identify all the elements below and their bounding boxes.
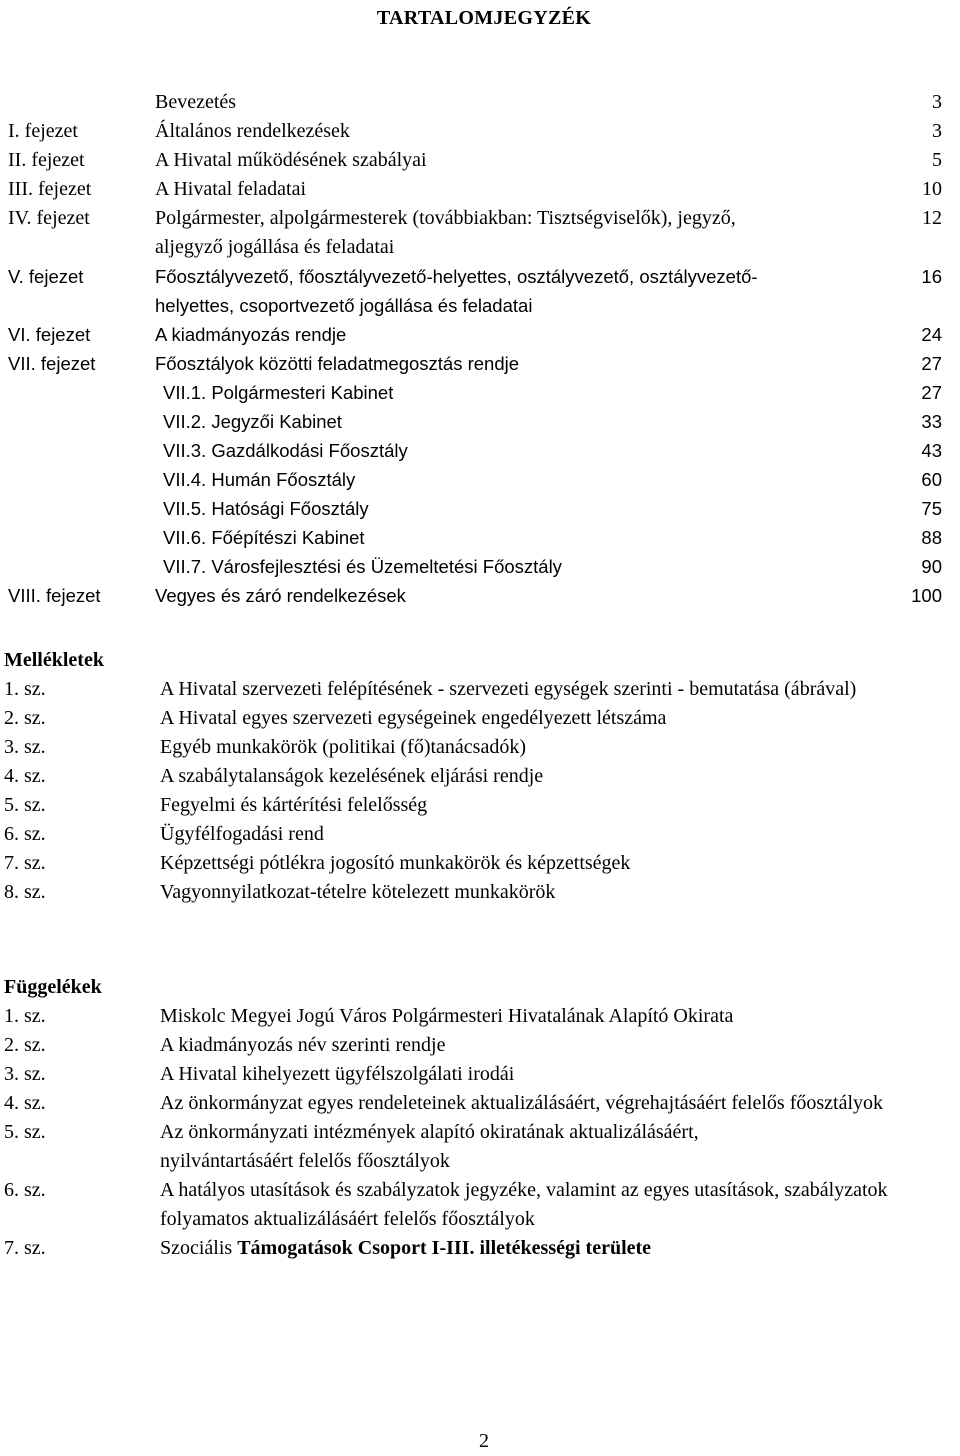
toc-chapter: VIII. fejezet (8, 585, 101, 606)
toc-page: 100 (911, 585, 942, 606)
toc-page: 3 (932, 91, 942, 113)
toc-row (0, 320, 960, 349)
item-text: A kiadmányozás név szerinti rendje (160, 1034, 446, 1056)
toc-row (0, 349, 960, 378)
toc-row (0, 175, 960, 204)
toc-row (0, 117, 960, 146)
item-number: 2. sz. (4, 1034, 46, 1056)
toc-subrow (0, 378, 960, 407)
toc-page: 88 (921, 527, 942, 548)
annexes-section (0, 646, 960, 907)
item-text: Miskolc Megyei Jogú Város Polgármesteri Hivatalának Alapító Okirata (160, 1005, 734, 1027)
item-number: 5. sz. (4, 794, 46, 816)
toc-chapter: VII. fejezet (8, 353, 96, 374)
item-text: A Hivatal egyes szervezeti egységeinek engedélyezett létszáma (160, 707, 667, 729)
item-text: Fegyelmi és kártérítési felelősség (160, 794, 428, 816)
list-item (0, 1031, 960, 1060)
toc-page: 24 (921, 324, 942, 345)
item-number: 2. sz. (4, 707, 46, 729)
list-item (0, 1089, 960, 1118)
toc-row (0, 146, 960, 175)
list-item (0, 675, 960, 704)
list-item (0, 762, 960, 791)
toc-chapter: V. fejezet (8, 266, 84, 287)
toc-title: A kiadmányozás rendje (155, 324, 347, 345)
toc-chapter: IV. fejezet (8, 207, 90, 229)
item-number: 6. sz. (4, 1179, 46, 1201)
toc-chapter: VI. fejezet (8, 324, 91, 345)
toc-page: 5 (932, 149, 942, 171)
toc-row (0, 88, 960, 117)
toc-subtitle: VII.4. Humán Főosztály (163, 469, 356, 490)
item-number: 4. sz. (4, 1092, 46, 1114)
item-text: Az önkormányzat egyes rendeleteinek aktualizálásáért, végrehajtásáért felelős főosztályok (160, 1092, 883, 1114)
item-text: Vagyonnyilatkozat-tételre kötelezett munkakörök (160, 881, 556, 903)
toc-subtitle: VII.5. Hatósági Főosztály (163, 498, 369, 519)
item-text-plain: Szociális (160, 1237, 238, 1259)
item-number: 1. sz. (4, 678, 46, 700)
toc-subrow (0, 407, 960, 436)
toc-subrow (0, 465, 960, 494)
toc-page: 10 (922, 178, 942, 200)
toc-chapter: I. fejezet (8, 120, 78, 142)
toc-page: 12 (922, 207, 942, 229)
item-text (160, 1234, 960, 1263)
toc-subrow (0, 523, 960, 552)
page-number: 2 (479, 1430, 489, 1452)
toc-subtitle: VII.2. Jegyzői Kabinet (163, 411, 342, 432)
toc-page: 43 (921, 440, 942, 461)
toc-page: 90 (921, 556, 942, 577)
toc-title: A Hivatal feladatai (155, 178, 307, 200)
item-text: Ügyfélfogadási rend (160, 823, 324, 845)
list-item (0, 1060, 960, 1089)
item-number: 7. sz. (4, 1237, 46, 1259)
toc-row (0, 581, 960, 610)
toc-subtitle: VII.6. Főépítészi Kabinet (163, 527, 365, 548)
toc-subtitle: VII.1. Polgármesteri Kabinet (163, 382, 394, 403)
item-number: 8. sz. (4, 881, 46, 903)
item-text: Egyéb munkakörök (politikai (fő)tanácsadók) (160, 736, 526, 758)
item-text: A szabálytalanságok kezelésének eljárási rendje (160, 765, 544, 787)
toc-page: 27 (921, 353, 942, 374)
toc-page: 75 (921, 498, 942, 519)
item-text: A hatályos utasítások és szabályzatok jegyzéke, valamint az egyes utasítások, szabályzatok folyamatos aktualizálásáért felelős főosztályok (160, 1179, 888, 1230)
toc-page: 16 (921, 266, 942, 287)
list-item (0, 1234, 960, 1263)
list-item (0, 733, 960, 762)
toc-title: A Hivatal működésének szabályai (155, 149, 427, 171)
toc-title: Polgármester, alpolgármesterek (továbbiakban: Tisztségviselők), jegyző, aljegyző jogállása és feladatai (155, 207, 736, 258)
item-number: 3. sz. (4, 736, 46, 758)
list-item (0, 820, 960, 849)
toc-row (0, 262, 960, 320)
item-number: 5. sz. (4, 1121, 46, 1143)
toc-subrow (0, 494, 960, 523)
toc-title: Általános rendelkezések (155, 120, 350, 142)
toc-title: Vegyes és záró rendelkezések (155, 585, 406, 606)
table-of-contents (0, 88, 960, 610)
item-text: A Hivatal kihelyezett ügyfélszolgálati irodái (160, 1063, 515, 1085)
toc-chapter: II. fejezet (8, 149, 85, 171)
toc-page: 60 (921, 469, 942, 490)
item-text: A Hivatal szervezeti felépítésének - szervezeti egységek szerinti - bemutatása (ábrával) (160, 678, 857, 700)
item-text: Képzettségi pótlékra jogosító munkakörök és képzettségek (160, 852, 631, 874)
toc-page: 27 (921, 382, 942, 403)
annexes-heading: Mellékletek (4, 649, 104, 671)
toc-title: Főosztályvezető, főosztályvezető-helyettes, osztályvezető, osztályvezető-helyettes, csoportvezető jogállása és feladatai (155, 266, 758, 316)
toc-title: Főosztályok közötti feladatmegosztás rendje (155, 353, 520, 374)
toc-subrow (0, 436, 960, 465)
list-item (0, 791, 960, 820)
toc-page: 33 (921, 411, 942, 432)
item-text-bold: Támogatások Csoport I-III. illetékességi területe (237, 1237, 652, 1259)
item-number: 1. sz. (4, 1005, 46, 1027)
toc-chapter: III. fejezet (8, 178, 92, 200)
item-number: 7. sz. (4, 852, 46, 874)
appendices-heading: Függelékek (4, 976, 102, 998)
item-text: Az önkormányzati intézmények alapító okiratának aktualizálásáért, nyilvántartásáért felelős főosztályok (160, 1121, 699, 1172)
toc-subtitle: VII.3. Gazdálkodási Főosztály (163, 440, 408, 461)
list-item (0, 1002, 960, 1031)
toc-row (0, 204, 960, 262)
toc-subtitle: VII.7. Városfejlesztési és Üzemeltetési Főosztály (163, 556, 562, 577)
list-item (0, 849, 960, 878)
document-title: TARTALOMJEGYZÉK (376, 7, 592, 29)
toc-subrow (0, 552, 960, 581)
item-number: 6. sz. (4, 823, 46, 845)
list-item (0, 704, 960, 733)
appendices-section (0, 973, 960, 1263)
list-item (0, 1176, 960, 1234)
item-number: 4. sz. (4, 765, 46, 787)
toc-title: Bevezetés (155, 91, 237, 113)
list-item (0, 1118, 960, 1176)
toc-page: 3 (932, 120, 942, 142)
list-item (0, 878, 960, 907)
item-number: 3. sz. (4, 1063, 46, 1085)
